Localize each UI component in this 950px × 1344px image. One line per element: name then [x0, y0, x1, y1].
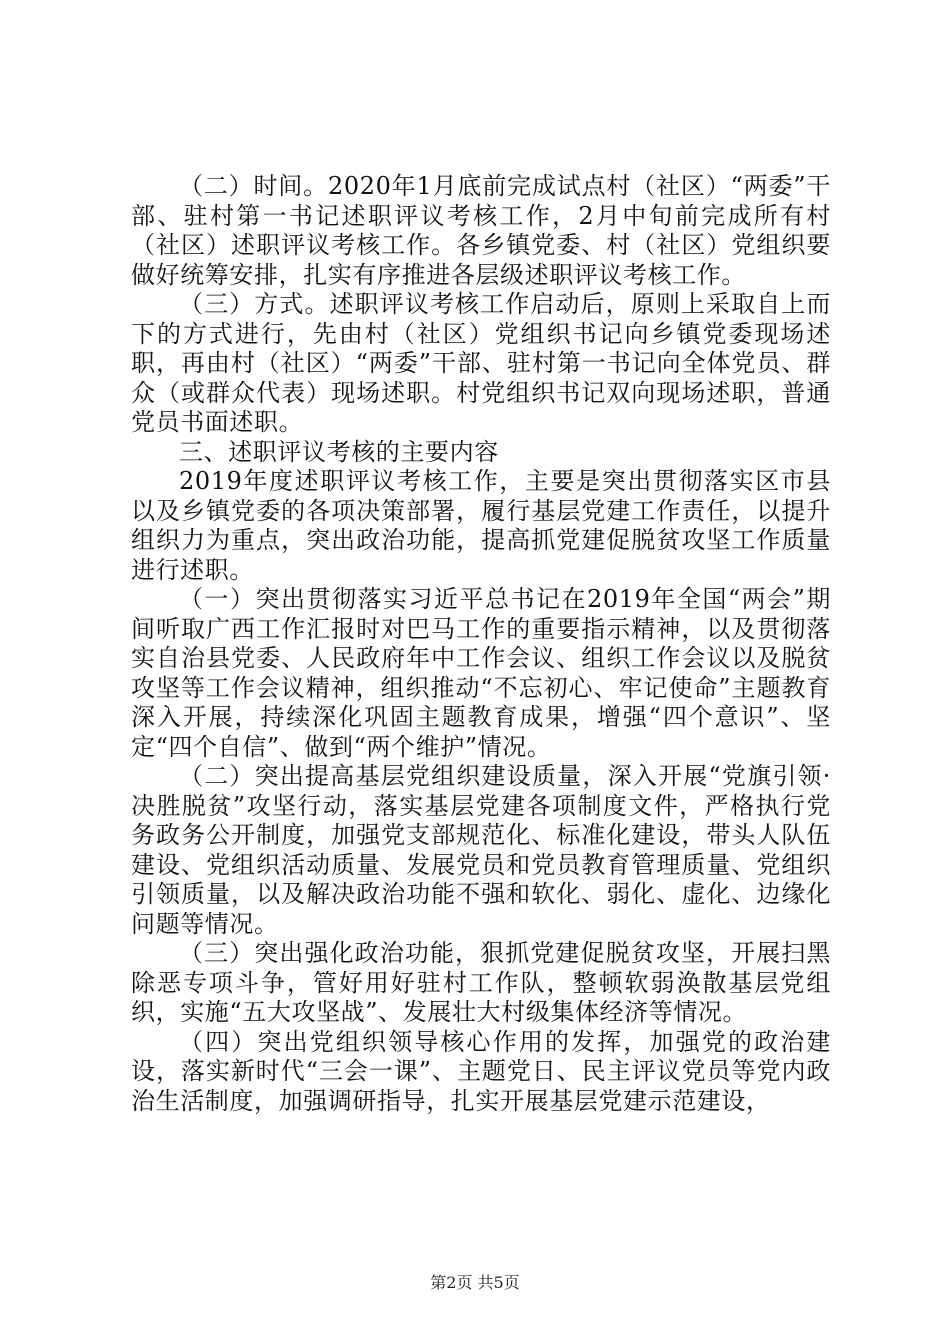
section-heading-main-content: 三、述职评议考核的主要内容: [179, 437, 499, 466]
paragraph-intro: 2019年度述职评议考核工作，主要是突出贯彻落实区市县以及乡镇党委的各项决策部署，履行基层党建工作责任，以提升组织力为重点，突出政治功能，提高抓党建促脱贫攻坚工作质量进行述职。: [131, 467, 831, 584]
document-body: [131, 172, 831, 1116]
paragraph-item-3: （三）突出强化政治功能，狠抓党建促脱贫攻坚，开展扫黑除恶专项斗争，管好用好驻村工作队，整顿软弱涣散基层党组织，实施“五大攻坚战”、发展壮大村级集体经济等情况。: [131, 939, 831, 1026]
paragraph-item-1: （一）突出贯彻落实习近平总书记在2019年全国“两会”期间听取广西工作汇报时对巴马工作的重要指示精神，以及贯彻落实自治县党委、人民政府年中工作会议、组织工作会议以及脱贫攻坚等工作会议精神，组织推动“不忘初心、牢记使命”主题教育深入开展，持续深化巩固主题教育成果，增强“四个意识”、坚定“四个自信”、做到“两个维护”情况。: [131, 585, 831, 761]
page-footer: 第2页 共5页: [430, 1273, 520, 1292]
paragraph-item-4: （四）突出党组织领导核心作用的发挥，加强党的政治建设，落实新时代“三会一课”、主题党日、民主评议党员等党内政治生活制度，加强调研指导，扎实开展基层党建示范建设，: [131, 1027, 831, 1115]
paragraph-item-2: （二）突出提高基层党组织建设质量，深入开展“党旗引领·决胜脱贫”攻坚行动，落实基层党建各项制度文件，严格执行党务政务公开制度，加强党支部规范化、标准化建设，带头人队伍建设、党组织活动质量、发展党员和党员教育管理质量、党组织引领质量，以及解决政治功能不强和软化、弱化、虚化、边缘化问题等情况。: [131, 762, 831, 938]
paragraph-time: （二）时间。2020年1月底前完成试点村（社区）“两委”干部、驻村第一书记述职评议考核工作，2月中旬前完成所有村（社区）述职评议考核工作。各乡镇党委、村（社区）党组织要做好统筹安排，扎实有序推进各层级述职评议考核工作。: [131, 172, 831, 289]
paragraph-method: （三）方式。述职评议考核工作启动后，原则上采取自上而下的方式进行，先由村（社区）党组织书记向乡镇党委现场述职，再由村（社区）“两委”干部、驻村第一书记向全体党员、群众（或群众代表）现场述职。村党组织书记双向现场述职，普通党员书面述职。: [131, 290, 831, 436]
